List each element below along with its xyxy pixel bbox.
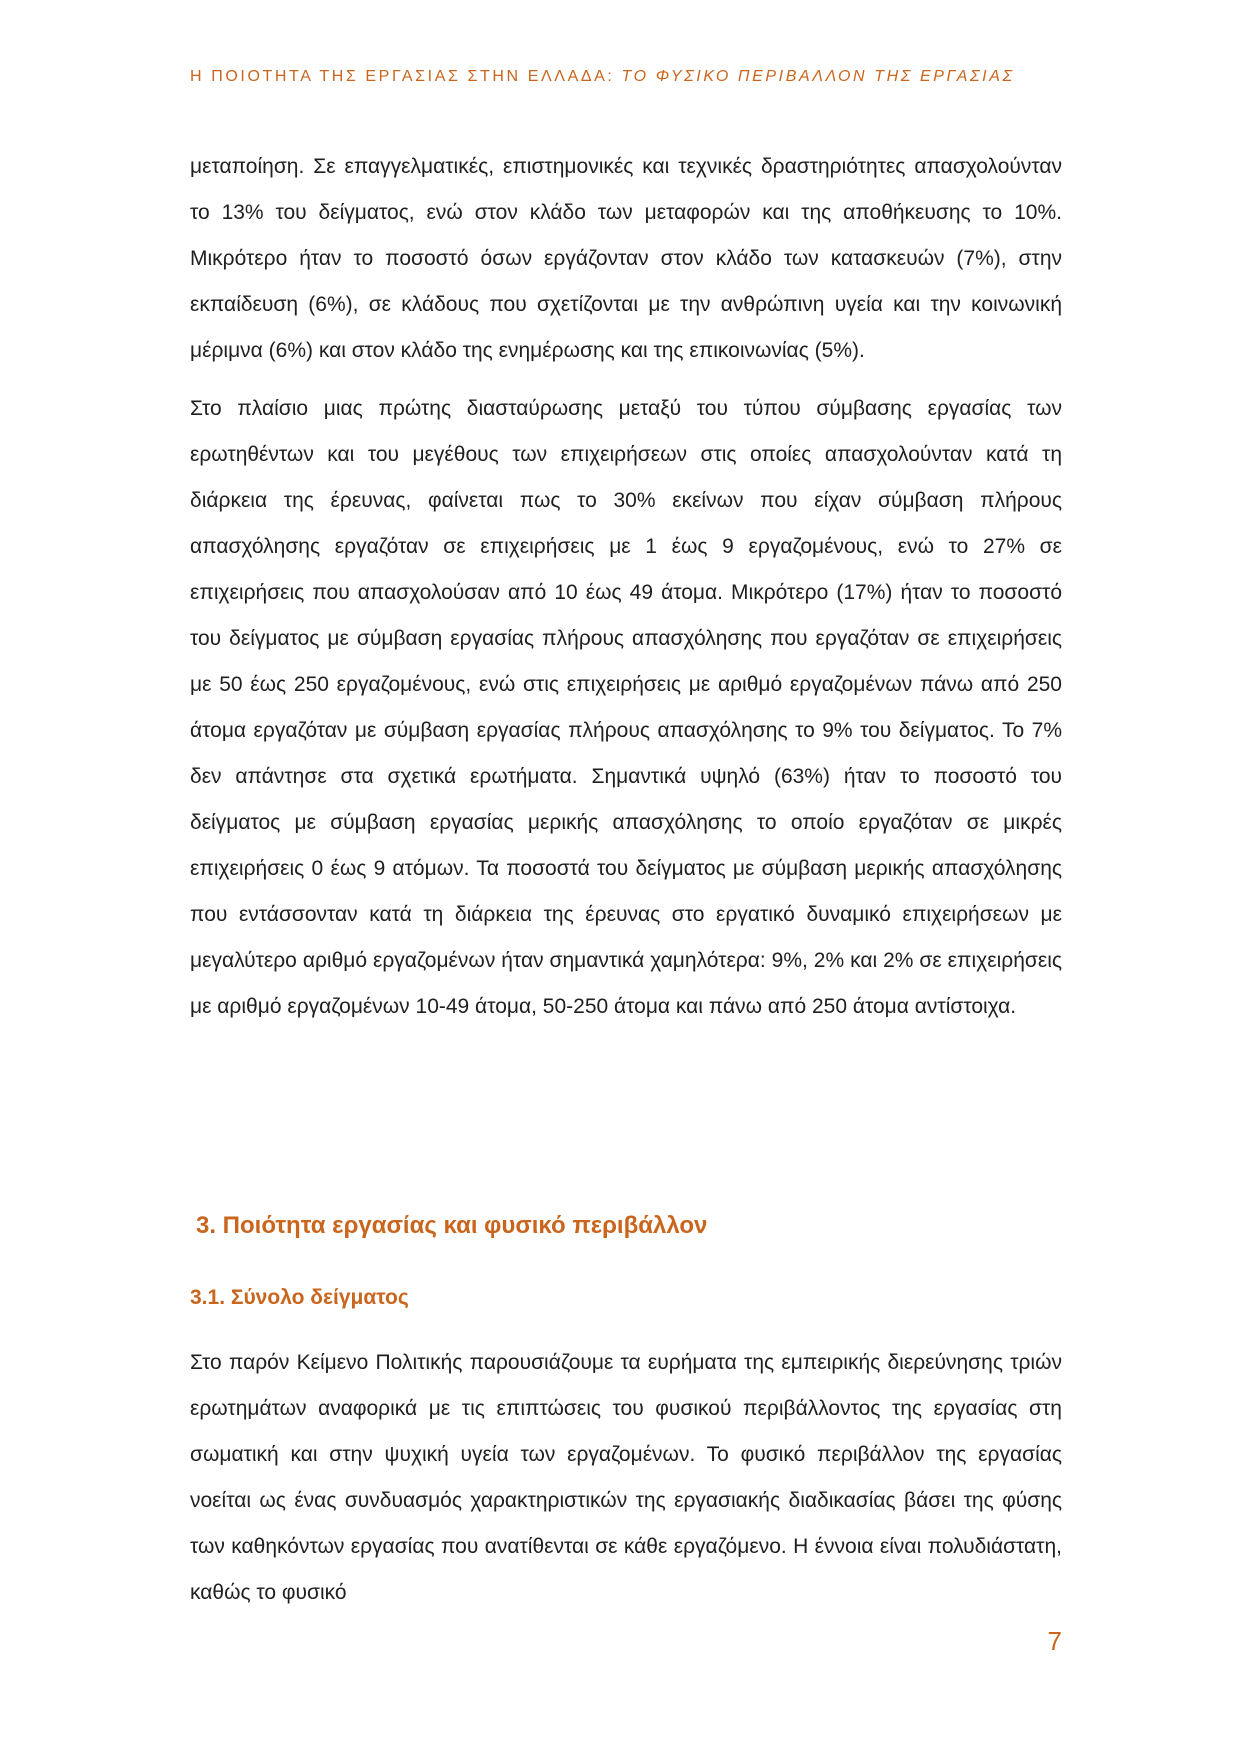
body-paragraph-1: μεταποίηση. Σε επαγγελματικές, επιστημονικές και τεχνικές δραστηριότητες απασχολούνταν το 13% του δείγματος, ενώ στον κλάδο των μεταφορών και της αποθήκευσης το 10%. Μικρότερο ήταν το ποσοστό όσων εργάζονταν στον κλάδο των κατασκευών (7%), στην εκπαίδευση (6%), σε κλάδους που σχετίζονται με την ανθρώπινη υγεία και την κοινωνική μέριμνα (6%) και στον κλάδο της ενημέρωσης και της επικοινωνίας (5%). xyxy=(190,155,1062,362)
running-header xyxy=(190,68,1015,86)
subsection-heading: 3.1. Σύνολο δείγματος xyxy=(190,1286,409,1309)
page-number: 7 xyxy=(1047,1626,1062,1656)
section-paragraph: Στο παρόν Κείμενο Πολιτικής παρουσιάζουμε τα ευρήματα της εμπειρικής διερεύνησης τριών ερωτημάτων αναφορικά με τις επιπτώσεις του φυσικού περιβάλλοντος της εργασίας στη σωματική και στην ψυχική υγεία των εργαζομένων. Το φυσικό περιβάλλον της εργασίας νοείται ως ένας συνδυασμός χαρακτηριστικών της εργασιακής διαδικασίας βάσει της φύσης των καθηκόντων εργασίας που ανατίθενται σε κάθε εργαζόμενο. Η έννοια είναι πολυδιάστατη, καθώς το φυσικό xyxy=(190,1351,1062,1604)
running-header-subtitle: ΤΟ ΦΥΣΙΚΟ ΠΕΡΙΒΑΛΛΟΝ ΤΗΣ ΕΡΓΑΣΙΑΣ xyxy=(621,68,1015,85)
body-text xyxy=(190,144,1062,1030)
body-paragraph-2: Στο πλαίσιο μιας πρώτης διασταύρωσης μεταξύ του τύπου σύμβασης εργασίας των ερωτηθέντων και του μεγέθους των επιχειρήσεων στις οποίες απασχολούνταν κατά τη διάρκεια της έρευνας, φαίνεται πως το 30% εκείνων που είχαν σύμβαση πλήρους απασχόλησης εργαζόταν σε επιχειρήσεις με 1 έως 9 εργαζομένους, ενώ το 27% σε επιχειρήσεις που απασχολούσαν από 10 έως 49 άτομα. Μικρότερο (17%) ήταν το ποσοστό του δείγματος με σύμβαση εργασίας πλήρους απασχόλησης που εργαζόταν σε επιχειρήσεις με 50 έως 250 εργαζομένους, ενώ στις επιχειρήσεις με αριθμό εργαζομένων πάνω από 250 άτομα εργαζόταν με σύμβαση εργασίας πλήρους απασχόλησης το 9% του δείγματος. Το 7% δεν απάντησε στα σχετικά ερωτήματα. Σημαντικά υψηλό (63%) ήταν το ποσοστό του δείγματος με σύμβαση εργασίας μερικής απασχόλησης το οποίο εργαζόταν σε μικρές επιχειρήσεις 0 έως 9 ατόμων. Τα ποσοστά του δείγματος με σύμβαση μερικής απασχόλησης που εντάσσονταν κατά τη διάρκεια της έρευνας στο εργατικό δυναμικό επιχειρήσεων με μεγαλύτερο αριθμό εργαζομένων ήταν σημαντικά χαμηλότερα: 9%, 2% και 2% σε επιχειρήσεις με αριθμό εργαζομένων 10-49 άτομα, 50-250 άτομα και πάνω από 250 άτομα αντίστοιχα. xyxy=(190,397,1062,1018)
section-body-text xyxy=(190,1340,1062,1616)
running-header-title: Η ΠΟΙΟΤΗΤΑ ΤΗΣ ΕΡΓΑΣΙΑΣ ΣΤΗΝ ΕΛΛΑΔΑ: xyxy=(190,68,615,85)
section-heading: 3. Ποιότητα εργασίας και φυσικό περιβάλλον xyxy=(196,1212,708,1239)
